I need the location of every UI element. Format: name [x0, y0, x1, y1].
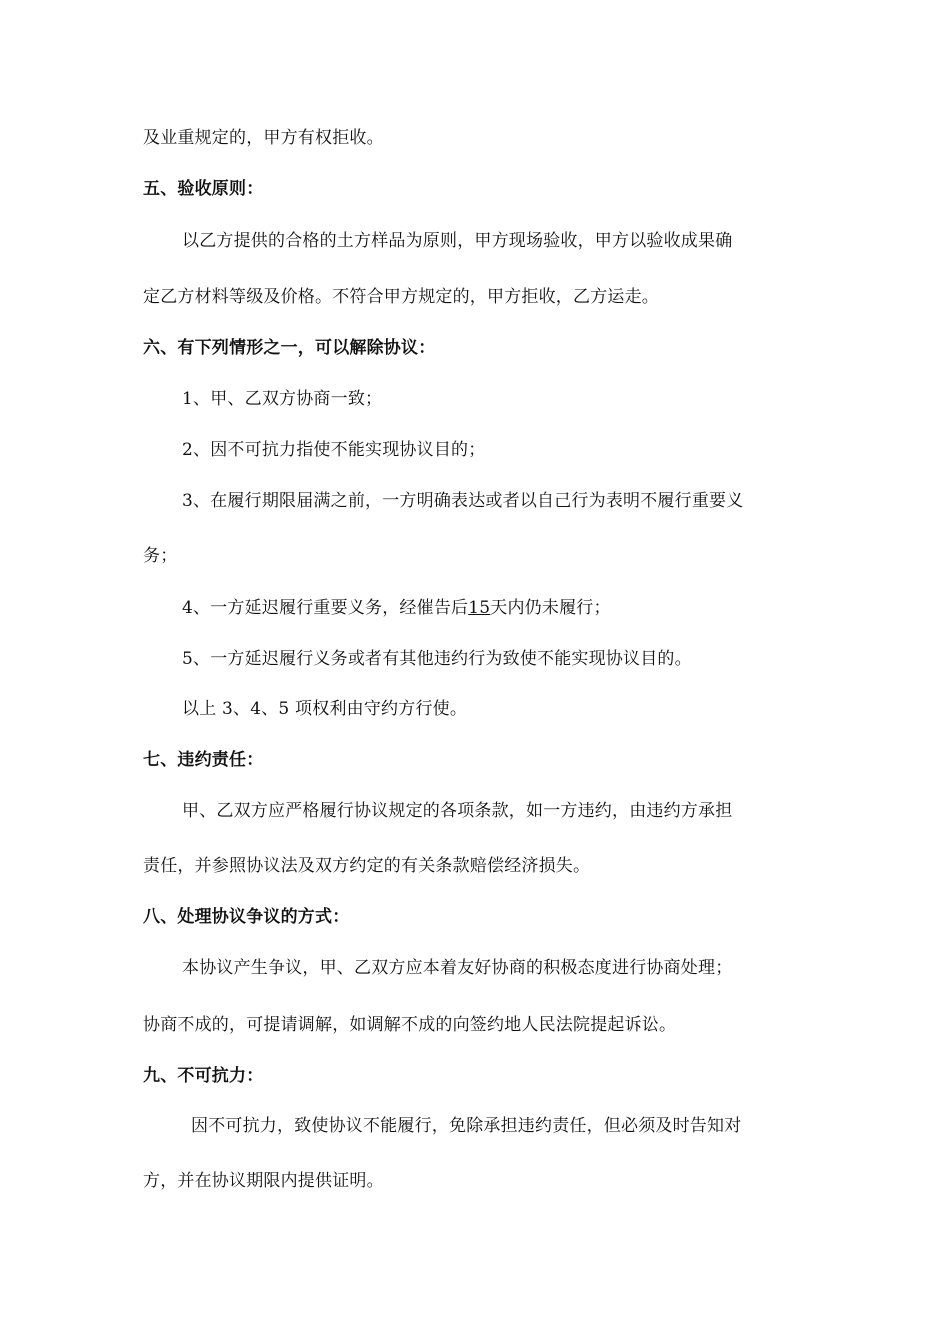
item4-days: 15 — [468, 598, 491, 618]
paragraph-line: 及业重规定的，甲方有权拒收。 — [143, 128, 384, 148]
paragraph-line: 以上 3、4、5 项权利由守约方行使。 — [182, 699, 468, 719]
paragraph-line: 方，并在协议期限内提供证明。 — [143, 1171, 384, 1191]
section-heading-dispute: 八、处理协议争议的方式： — [143, 907, 350, 927]
paragraph-line: 因不可抗力，致使协议不能履行，免除承担违约责任，但必须及时告知对 — [191, 1116, 742, 1136]
item4-text-before: 4、一方延迟履行重要义务，经催告后 — [182, 598, 469, 618]
paragraph-line: 本协议产生争议，甲、乙双方应本着友好协商的积极态度进行协商处理； — [182, 958, 733, 978]
list-item: 5、一方延迟履行义务或者有其他违约行为致使不能实现协议目的。 — [182, 649, 692, 669]
item4-text-after: 天内仍未履行； — [490, 598, 611, 618]
section-heading-acceptance: 五、验收原则： — [143, 179, 264, 199]
section-heading-termination: 六、有下列情形之一，可以解除协议： — [143, 338, 436, 358]
paragraph-line: 定乙方材料等级及价格。不符合甲方规定的，甲方拒收，乙方运走。 — [143, 287, 659, 307]
list-item: 2、因不可抗力指使不能实现协议目的； — [182, 440, 486, 460]
section-heading-liability: 七、违约责任： — [143, 750, 264, 770]
paragraph-line: 甲、乙双方应严格履行协议规定的各项条款，如一方违约，由违约方承担 — [182, 801, 733, 821]
list-item: 3、在履行期限届满之前，一方明确表达或者以自己行为表明不履行重要义 — [182, 491, 744, 511]
list-item — [182, 596, 611, 620]
paragraph-line: 责任，并参照协议法及双方约定的有关条款赔偿经济损失。 — [143, 856, 591, 876]
section-heading-force-majeure: 九、不可抗力： — [143, 1066, 264, 1086]
paragraph-line: 以乙方提供的合格的土方样品为原则，甲方现场验收，甲方以验收成果确 — [182, 231, 733, 251]
paragraph-line: 协商不成的，可提请调解，如调解不成的向签约地人民法院提起诉讼。 — [143, 1015, 677, 1035]
list-item: 1、甲、乙双方协商一致； — [182, 389, 383, 409]
paragraph-line: 务； — [143, 546, 178, 566]
